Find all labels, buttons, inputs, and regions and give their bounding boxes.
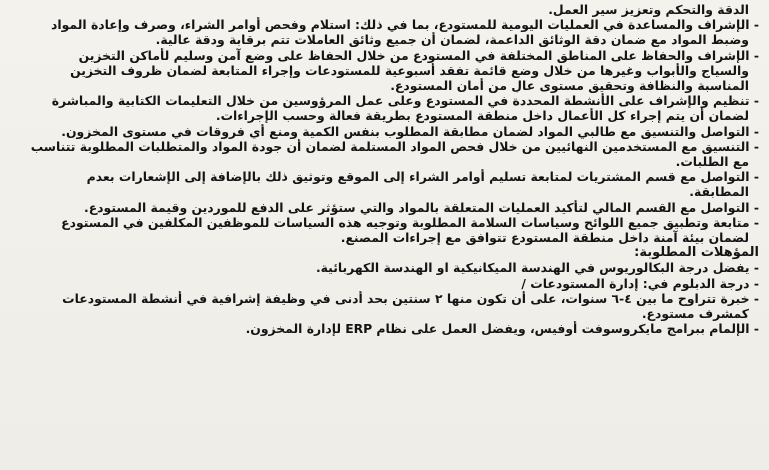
list-item: - يفضل درجة البكالوريوس في الهندسة الميكانيكية او الهندسة الكهربائية.: [315, 260, 759, 276]
list-item: - التواصل مع القسم المالي لتأكيد العمليات المتعلقة بالمواد والتي ستؤثر على الدفع للموردين وقيمة المستودع.: [84, 199, 759, 215]
section-heading: المؤهلات المطلوبة:: [634, 245, 759, 261]
requirements-text-block: [14, 2, 759, 336]
list-item: - خبرة تتراوح ما بين ٤-٦ سنوات، على أن تكون منها ٢ سنتين بحد أدنى في وظيفة إشرافية في أنشطة المستودعات: [62, 290, 759, 306]
list-item-continuation: مع الطلبات.: [675, 154, 749, 170]
list-item-continuation: وضبط المواد مع ضمان دقة الوثائق الداعمة، لضمان أن جميع وثائق العاملات تتم برقابة ودقة عالية.: [155, 32, 749, 48]
list-item-continuation: كمشرف مستودع.: [641, 306, 749, 322]
list-item: - التنسيق مع المستخدمين النهائيين من خلال فحص المواد المستلمة لضمان أن جودة المواد والمتطلبات المطلوبة تتناسب: [30, 138, 759, 154]
list-item: - الإشراف والمساعدة في العمليات اليومية للمستودع، بما في ذلك: استلام وفحص أوامر الشراء، وصرف وإعادة المواد: [51, 17, 759, 33]
list-item-continuation: لضمان بيئة آمنة داخل منطقة المستودع تتوافق مع إجراءات المصنع.: [340, 230, 749, 246]
list-item-continuation: المطابقة.: [689, 184, 749, 200]
list-item: - الإلمام ببرامج مايكروسوفت أوفيس، ويفضل العمل على نظام ERP لإدارة المخزون.: [245, 321, 759, 337]
list-item: - الإشراف والحفاظ على المناطق المختلفة في المستودع من خلال الحفاظ على وضع آمن وسليم لأماكن التخزين: [78, 47, 759, 63]
list-item: - التواصل مع قسم المشتريات لمتابعة تسليم أوامر الشراء إلى الموقع وتوثيق ذلك بالإضافة إلى الإشعارات بعدم: [86, 169, 759, 185]
list-item-continuation: لضمان أن يتم إجراء كل الأعمال داخل منطقة المستودع بطريقة فعالة وحسب الإجراءات.: [215, 108, 749, 124]
list-item: - التواصل والتنسيق مع طالبي المواد لضمان مطابقة المطلوب بنفس الكمية ومنع أي فروقات في مستوى المخزون.: [61, 123, 759, 139]
list-item-continuation: والسياج والأبواب وغيرها من خلال وضع قائمة تفقد أسبوعية للمستودعات وإجراء المتابعة لضمان ظروف التخزين: [70, 62, 749, 78]
list-item: - تنظيم والإشراف على الأنشطة المحددة في المستودع وعلى عمل المرؤوسين من خلال التعليمات الكتابية والمباشرة: [51, 93, 759, 109]
list-item: - متابعة وتطبيق جميع اللوائح وسياسات السلامة المطلوبة وتوجيه هذه السياسات للموظفين المكلفين في المستودع: [61, 214, 759, 230]
list-item-continuation: الدقة والتحكم وتعزيز سير العمل.: [548, 2, 749, 17]
list-item: - درجة الدبلوم في: إدارة المستودعات /: [521, 275, 759, 291]
list-item-continuation: المناسبة والنظافة وتحقيق مستوى عالٍ من أمان المستودع.: [390, 78, 749, 94]
